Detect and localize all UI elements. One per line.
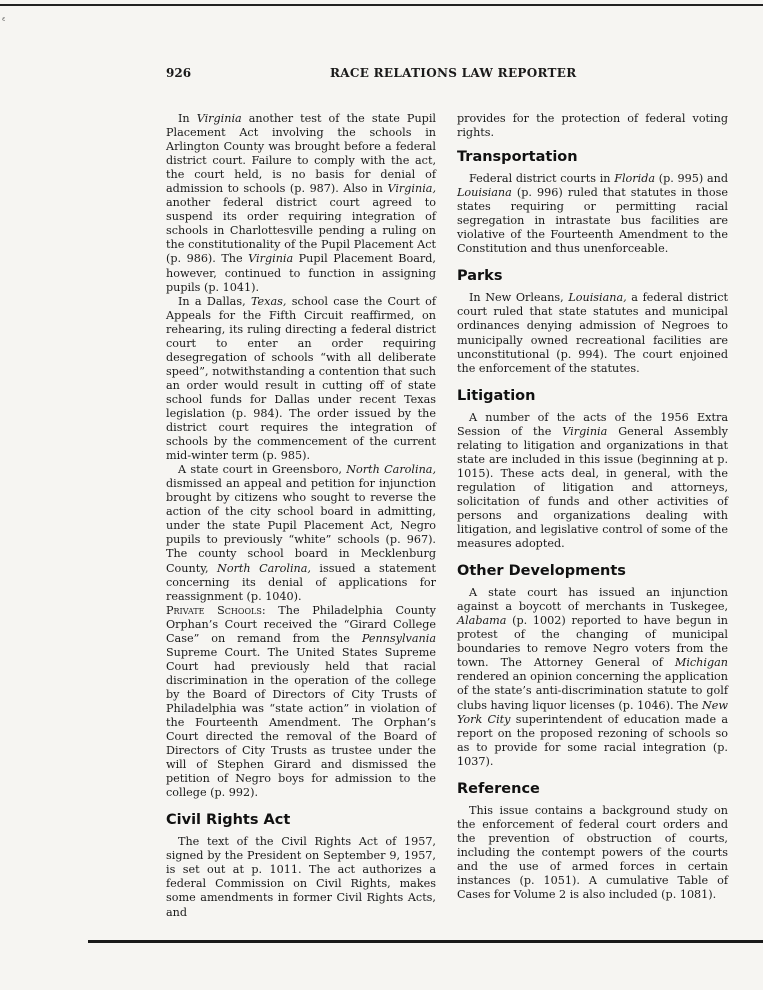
page-number: 926 (166, 66, 192, 80)
bottom-rule (88, 940, 763, 943)
paragraph-civil-rights: The text of the Civil Rights Act of 1957, signed by the President on September 9, 1957, is set out at p. 1011. The act authorizes a federal Commission on Civil Rights, makes some amendments in former Civil Rights Acts, and (166, 835, 436, 919)
heading-transportation: Transportation (457, 149, 578, 166)
paragraph-continuation: provides for the protection of federal voting rights. (457, 112, 728, 140)
heading-civil-rights-act: Civil Rights Act (166, 812, 291, 829)
paragraph-dallas: In a Dallas, Texas, school case the Court of Appeals for the Fifth Circuit reaffirmed, on rehearing, its ruling directing a federal district court to enter an order requiring desegregation of schools “with all deliberate speed”, notwithstanding a contention that such an order would result in cutting off of state school funds for Dallas under recent Texas legislation (p. 984). The order issued by the district court requires the integration of schools by the commencement of the current mid-winter term (p. 985). (166, 294, 436, 463)
running-head: RACE RELATIONS LAW REPORTER (330, 66, 577, 80)
heading-litigation: Litigation (457, 387, 536, 404)
paragraph-reference: This issue contains a background study on the enforcement of federal court orders and the prevention of obstruction of courts, including the contempt powers of the courts and the use of armed forces in certain instances (p. 1051). A cumulative Table of Cases for Volume 2 is also included (p. 1081). (457, 803, 728, 902)
paragraph-private-schools: Private Schools: The Philadelphia County Orphan’s Court received the “Girard College Case” on remand from the Pennsylvania Supreme Court. The United States Supreme Court had previously held that racial discrimination in the operation of the college by the Board of Directors of City Trusts of Philadelphia was “state action” in violation of the Fourteenth Amendment. The Orphan’s Court directed the removal of the Board of Directors of City Trusts as trustee under the will of Stephen Girard and dismissed the petition of Negro boys for admission to the college (p. 992). (166, 603, 436, 800)
paragraph-parks: In New Orleans, Louisiana, a federal district court ruled that state statutes and municipal ordinances denying admission of Negroes to municipally owned recreational facilities are unconstitutional (p. 994). The court enjoined the enforcement of the statutes. (457, 291, 728, 375)
right-column (457, 112, 728, 902)
paragraph-greensboro: A state court in Greensboro, North Carolina, dismissed an appeal and petition for injunction brought by citizens who sought to reverse the action of the city school board in admitting, under the state Pupil Placement Act, Negro pupils to previously “white” schools (p. 967). The county school board in Mecklenburg County, North Carolina, issued a statement concerning its denial of applications for reassignment (p. 1040). (166, 463, 437, 603)
heading-parks: Parks (457, 268, 503, 285)
paragraph-virginia: In Virginia another test of the state Pupil Placement Act involving the schools in Arlington County was brought before a federal district court. Failure to comply with the act, the court held, is no basis for denial of admission to schools (p. 987). Also in Virginia, another federal district court agreed to suspend its order requiring integration of schools in Charlottesville pending a ruling on the constitutionality of the Pupil Placement Act (p. 986). The Virginia Pupil Placement Board, however, continued to function in assigning pupils (p. 1041). (166, 112, 436, 294)
heading-reference: Reference (457, 780, 540, 797)
top-rule (0, 4, 763, 6)
paragraph-other-developments: A state court has issued an injunction against a boycott of merchants in Tuskegee, Alabama (p. 1002) reported to have begun in protest of the changing of municipal boundaries to remove Negro voters from the town. The Attorney General of Michigan rendered an opinion concerning the application of the state’s anti-discrimination statute to golf clubs having liquor licenses (p. 1046). The New York City superintendent of education made a report on the proposed rezoning of schools so as to provide for some racial integration (p. 1037). (457, 586, 728, 768)
heading-other-developments: Other Developments (457, 563, 626, 580)
corner-mark: ᵋ (2, 16, 6, 27)
paragraph-litigation: A number of the acts of the 1956 Extra Session of the Virginia General Assembly relating to litigation and organizations in that state are included in this issue (beginning at p. 1015). These acts deal, in general, with the regulation of litigation and attorneys, solicitation of funds and other activities of persons and organizations dealing with litigation, and legislative control of some of the measures adopted. (457, 410, 728, 551)
left-column (166, 112, 436, 920)
paragraph-transportation: Federal district courts in Florida (p. 995) and Louisiana (p. 996) ruled that statutes in those states requiring or permitting racial segregation in intrastate bus facilities are violative of the Fourteenth Amendment to the Constitution and thus unenforceable. (457, 172, 728, 256)
